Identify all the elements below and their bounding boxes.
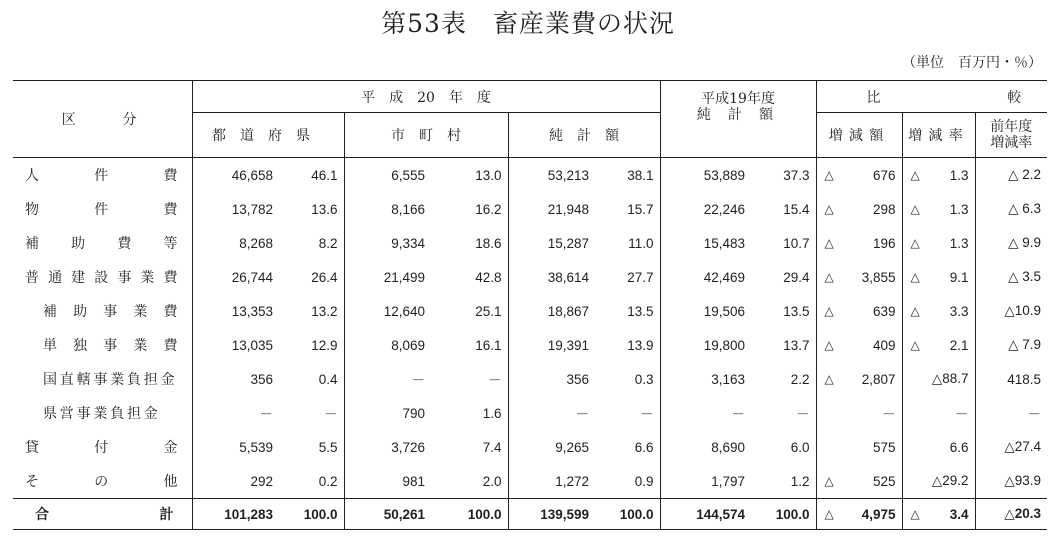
table-row xyxy=(13,158,1047,193)
cell-pref-pct: － xyxy=(279,396,344,430)
cell-net-pct: 13.5 xyxy=(595,294,660,328)
cell-diff: △ 3,855 xyxy=(816,260,902,294)
header-heisei19: 平成19年度 純 計 額 xyxy=(660,81,816,158)
cell-net-pct: 27.7 xyxy=(595,260,660,294)
table-row xyxy=(13,396,1047,430)
cell-net-pct: 38.1 xyxy=(595,158,660,193)
cell-rate: △ 1.3 xyxy=(902,158,975,193)
cell-muni: 8,166 xyxy=(391,201,425,217)
row-label xyxy=(13,362,192,396)
cell-net: 356 xyxy=(566,371,589,387)
cell-prev: 3,163 xyxy=(711,371,746,387)
header-heisei20: 平 成 20 年 度 xyxy=(192,81,660,113)
cell-net: 9,265 xyxy=(555,439,589,455)
header-shichoson: 市 町 村 xyxy=(344,113,508,158)
cell-muni-pct: － xyxy=(431,362,508,396)
row-label xyxy=(13,430,192,464)
cell-pref: － xyxy=(259,407,273,422)
cell-rate: － xyxy=(902,396,975,430)
cell-net-pct: 0.3 xyxy=(595,362,660,396)
table-row xyxy=(13,192,1047,226)
cell-prev-pct: 13.7 xyxy=(751,328,816,362)
cell-pref-pct: 13.2 xyxy=(279,294,344,328)
cell-prev: 144,574 xyxy=(660,499,751,530)
row-label-text: 人 件 費 xyxy=(25,168,178,184)
header-todofuken: 都道府県 xyxy=(192,113,344,158)
cell-prev: 8,690 xyxy=(711,439,746,455)
cell-rate: △ 1.3 xyxy=(902,192,975,226)
cell-prev-pct: 10.7 xyxy=(751,226,816,260)
row-label xyxy=(13,328,192,362)
cell-pref: 8,268 xyxy=(239,235,273,251)
cell-muni-pct: 16.1 xyxy=(431,328,508,362)
cell-rate: △ 3.3 xyxy=(902,294,975,328)
row-label xyxy=(13,226,192,260)
cell-muni-pct: 16.2 xyxy=(431,192,508,226)
cell-prev-rate: △27.4 xyxy=(1004,439,1042,454)
cell-muni: 981 xyxy=(402,473,425,489)
cell-net-pct: 13.9 xyxy=(595,328,660,362)
cell-prev: 22,246 xyxy=(703,201,746,217)
cell-prev-rate: 418.5 xyxy=(1007,371,1042,387)
cell-prev: 42,469 xyxy=(703,269,746,285)
cell-diff: － xyxy=(816,396,902,430)
cell-diff: △ 4,975 xyxy=(816,499,902,530)
cell-prev: 19,800 xyxy=(703,337,746,353)
row-label-text: 貸 付 金 xyxy=(25,440,178,456)
cell-prev-rate: △10.9 xyxy=(1004,303,1042,318)
table-row xyxy=(13,226,1047,260)
cell-net: 53,213 xyxy=(508,158,595,193)
table-title: 第53表 畜産業費の状況 xyxy=(381,9,675,38)
cell-prev-pct: 37.3 xyxy=(751,158,816,193)
cell-diff: △ 639 xyxy=(816,294,902,328)
cell-prev: 19,506 xyxy=(703,303,746,319)
row-label xyxy=(13,192,192,226)
cell-net-pct: － xyxy=(595,396,660,430)
cell-prev-rate: △ 3.5 xyxy=(1008,269,1042,284)
cell-pref-pct: 5.5 xyxy=(279,430,344,464)
cell-rate: △88.7 xyxy=(902,362,975,396)
cell-pref-pct: 26.4 xyxy=(279,260,344,294)
cell-pref-pct: 0.4 xyxy=(279,362,344,396)
cell-prev-pct: 2.2 xyxy=(751,362,816,396)
cell-prev-pct: 13.5 xyxy=(751,294,816,328)
total-row xyxy=(13,499,1047,530)
cell-diff: △ 2,807 xyxy=(816,362,902,396)
cell-pref-pct: 0.2 xyxy=(279,464,344,499)
cell-net-pct: 6.6 xyxy=(595,430,660,464)
header-junkei: 純 計 額 xyxy=(508,113,660,158)
cell-muni: － xyxy=(411,373,425,388)
cell-prev: 1,797 xyxy=(711,473,746,489)
table-row xyxy=(13,430,1047,464)
row-label xyxy=(13,464,192,499)
cell-diff: 575 xyxy=(816,430,902,464)
cell-diff: △ 409 xyxy=(816,328,902,362)
cell-muni: 12,640 xyxy=(383,303,425,319)
cell-pref-pct: 46.1 xyxy=(279,158,344,193)
cell-pref: 26,744 xyxy=(231,269,273,285)
cell-prev-pct: 100.0 xyxy=(751,499,816,530)
cell-prev: － xyxy=(731,407,746,422)
row-label xyxy=(13,294,192,328)
cell-net: 1,272 xyxy=(555,473,589,489)
cell-muni-pct: 1.6 xyxy=(431,396,508,430)
cell-muni: 9,334 xyxy=(391,235,425,251)
cell-prev-rate: △ 6.3 xyxy=(1008,201,1042,216)
cell-prev-rate: △ 9.9 xyxy=(1008,235,1042,250)
cell-rate: 6.6 xyxy=(902,430,975,464)
cell-pref: 101,283 xyxy=(192,499,279,530)
cell-pref: 356 xyxy=(250,371,273,387)
cell-pref: 13,353 xyxy=(231,303,273,319)
cell-pref: 13,035 xyxy=(231,337,273,353)
row-label: 合 計 xyxy=(13,499,192,530)
cell-prev-rate: △ 2.2 xyxy=(975,158,1047,193)
row-label xyxy=(13,396,192,430)
cell-prev: 15,483 xyxy=(703,235,746,251)
cell-net: 15,287 xyxy=(547,235,589,251)
cell-prev-pct: 29.4 xyxy=(751,260,816,294)
cell-prev-pct: 6.0 xyxy=(751,430,816,464)
cell-muni: 3,726 xyxy=(391,439,425,455)
header-zougengaku: 増減額 xyxy=(816,113,902,158)
cell-muni-pct: 42.8 xyxy=(431,260,508,294)
row-label-text: 物 件 費 xyxy=(25,202,178,218)
cell-pref: 5,539 xyxy=(239,439,273,455)
row-label-text: 単 独 事 業 費 xyxy=(43,338,178,354)
cell-pref-pct: 8.2 xyxy=(279,226,344,260)
table-row xyxy=(13,260,1047,294)
cell-muni-pct: 13.0 xyxy=(431,158,508,193)
cell-pref-pct: 100.0 xyxy=(279,499,344,530)
cell-diff: △ 196 xyxy=(816,226,902,260)
row-label-text: 補 助 費 等 xyxy=(25,236,178,252)
cell-muni-pct: 25.1 xyxy=(431,294,508,328)
cell-net: － xyxy=(575,407,589,422)
cell-rate: △ 2.1 xyxy=(902,328,975,362)
header-hikaku: 比 較 xyxy=(866,89,1022,106)
table-row xyxy=(13,328,1047,362)
cell-prev-rate: △20.3 xyxy=(975,499,1047,530)
cell-muni-pct: 7.4 xyxy=(431,430,508,464)
row-label xyxy=(13,260,192,294)
cell-diff: △ 298 xyxy=(816,192,902,226)
expense-table xyxy=(13,80,1047,530)
cell-prev-pct: － xyxy=(751,396,816,430)
cell-net-pct: 0.9 xyxy=(595,464,660,499)
header-kubun: 区 分 xyxy=(13,81,192,158)
cell-net-pct: 15.7 xyxy=(595,192,660,226)
cell-muni: 790 xyxy=(402,405,425,421)
cell-muni: 21,499 xyxy=(383,269,425,285)
cell-muni: 50,261 xyxy=(344,499,431,530)
cell-net-pct: 100.0 xyxy=(595,499,660,530)
cell-rate: △ 9.1 xyxy=(902,260,975,294)
header-zennendo: 前年度 増減率 xyxy=(975,113,1047,158)
cell-net: 38,614 xyxy=(547,269,589,285)
cell-muni: 6,555 xyxy=(344,158,431,193)
cell-muni-pct: 100.0 xyxy=(431,499,508,530)
cell-muni-pct: 18.6 xyxy=(431,226,508,260)
cell-prev-pct: 15.4 xyxy=(751,192,816,226)
cell-prev-rate: － xyxy=(1027,407,1042,422)
cell-prev-rate: △93.9 xyxy=(1004,473,1042,488)
cell-net: 18,867 xyxy=(547,303,589,319)
row-label-text: 国直轄事業負担金 xyxy=(43,372,178,388)
header-zougenritsu: 増減率 xyxy=(902,113,975,158)
cell-rate: △ 3.4 xyxy=(902,499,975,530)
unit-note: （単位 百万円・％） xyxy=(902,55,1042,71)
cell-muni: 8,069 xyxy=(391,337,425,353)
cell-prev: 53,889 xyxy=(660,158,751,193)
row-label-text: そ の 他 xyxy=(25,474,178,490)
cell-pref-pct: 13.6 xyxy=(279,192,344,226)
table-row xyxy=(13,464,1047,499)
cell-net: 139,599 xyxy=(508,499,595,530)
cell-diff: △ 676 xyxy=(816,158,902,193)
cell-net: 21,948 xyxy=(547,201,589,217)
cell-rate: △ 1.3 xyxy=(902,226,975,260)
table-row xyxy=(13,362,1047,396)
cell-net-pct: 11.0 xyxy=(595,226,660,260)
row-label xyxy=(13,158,192,193)
cell-rate: △29.2 xyxy=(902,464,975,499)
cell-diff: △ 525 xyxy=(816,464,902,499)
cell-pref-pct: 12.9 xyxy=(279,328,344,362)
cell-net: 19,391 xyxy=(547,337,589,353)
row-label-text: 県営事業負担金 xyxy=(43,406,161,422)
cell-muni-pct: 2.0 xyxy=(431,464,508,499)
cell-pref: 46,658 xyxy=(192,158,279,193)
cell-pref: 13,782 xyxy=(231,201,273,217)
row-label-text: 補 助 事 業 費 xyxy=(43,304,178,320)
cell-prev-rate: △ 7.9 xyxy=(1008,337,1042,352)
table-row xyxy=(13,294,1047,328)
row-label-text: 普 通 建 設 事 業 費 xyxy=(25,270,178,286)
cell-pref: 292 xyxy=(250,473,273,489)
cell-prev-pct: 1.2 xyxy=(751,464,816,499)
